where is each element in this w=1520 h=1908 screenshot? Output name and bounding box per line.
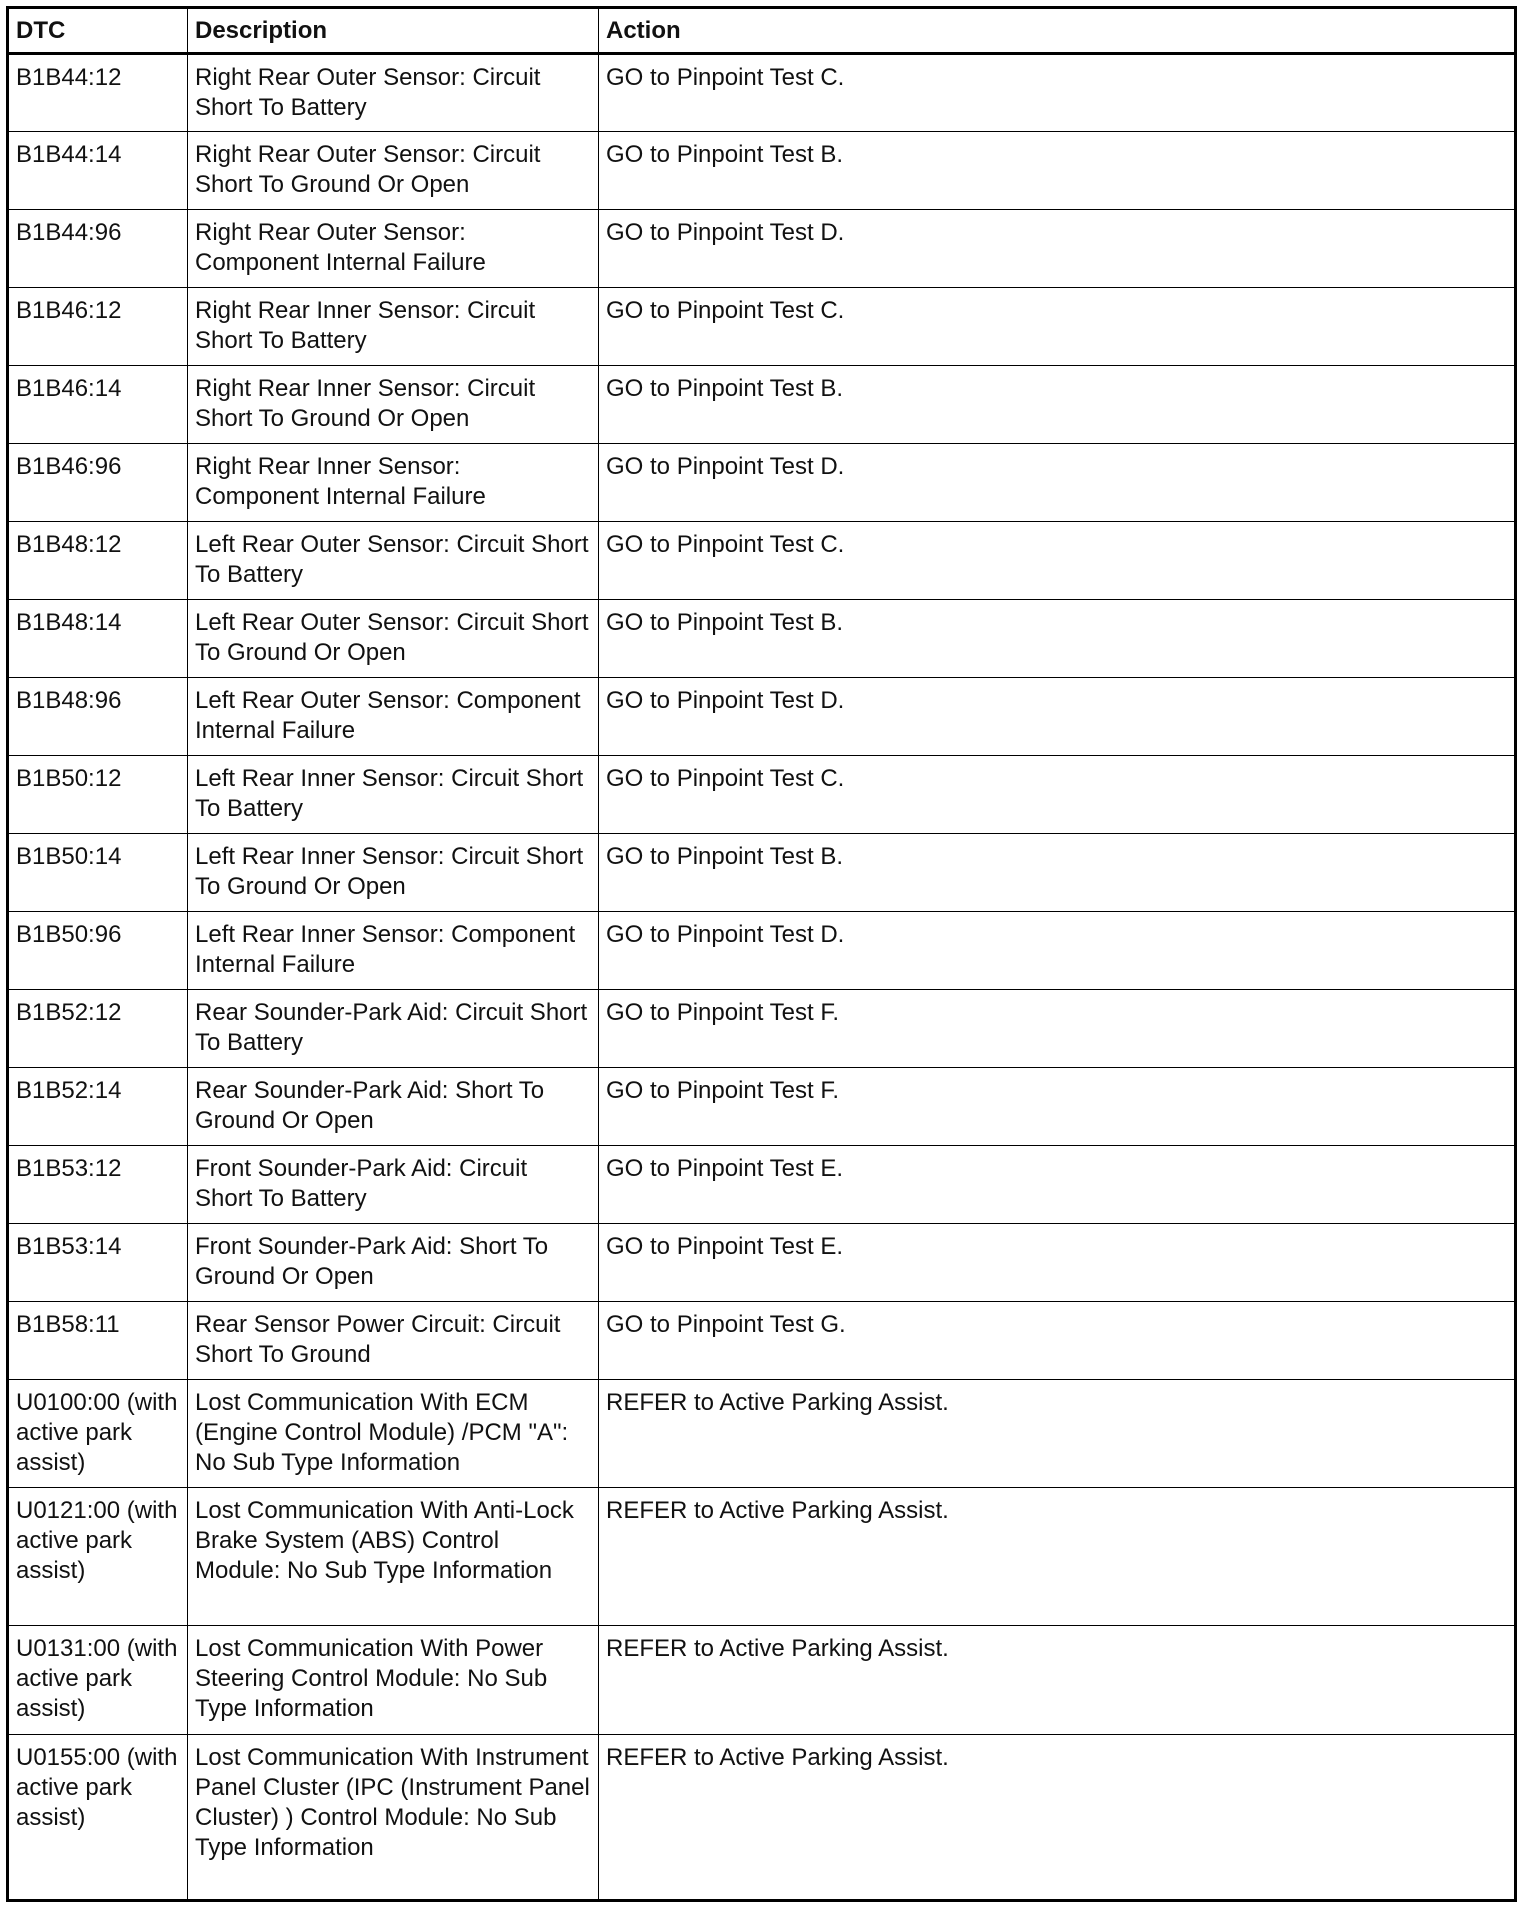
dtc-cell: B1B52:12 [8,990,188,1068]
dtc-cell: B1B46:96 [8,444,188,522]
action-cell: GO to Pinpoint Test F. [599,1068,1516,1146]
dtc-cell: B1B48:14 [8,600,188,678]
description-cell: Rear Sounder-Park Aid: Short To Ground Or Open [188,1068,599,1146]
dtc-cell: B1B58:11 [8,1302,188,1380]
description-cell: Right Rear Inner Sensor: Circuit Short To Ground Or Open [188,366,599,444]
action-cell: GO to Pinpoint Test D. [599,912,1516,990]
action-cell: GO to Pinpoint Test B. [599,600,1516,678]
dtc-cell: B1B44:12 [8,54,188,132]
description-cell: Front Sounder-Park Aid: Short To Ground Or Open [188,1224,599,1302]
action-cell: GO to Pinpoint Test E. [599,1224,1516,1302]
dtc-cell: B1B48:12 [8,522,188,600]
table-row [8,1380,1516,1488]
table-body [8,54,1516,1901]
action-cell: REFER to Active Parking Assist. [599,1380,1516,1488]
action-cell: GO to Pinpoint Test C. [599,522,1516,600]
dtc-cell: B1B53:14 [8,1224,188,1302]
description-cell: Right Rear Outer Sensor: Circuit Short To Battery [188,54,599,132]
dtc-cell: B1B50:12 [8,756,188,834]
table-row [8,288,1516,366]
action-cell: GO to Pinpoint Test C. [599,54,1516,132]
description-cell: Left Rear Outer Sensor: Circuit Short To Battery [188,522,599,600]
description-cell: Lost Communication With Power Steering Control Module: No Sub Type Information [188,1626,599,1735]
action-cell: GO to Pinpoint Test D. [599,444,1516,522]
action-cell: REFER to Active Parking Assist. [599,1488,1516,1626]
action-cell: GO to Pinpoint Test E. [599,1146,1516,1224]
dtc-cell: B1B50:96 [8,912,188,990]
table-row [8,366,1516,444]
action-cell: GO to Pinpoint Test G. [599,1302,1516,1380]
table-row [8,678,1516,756]
action-cell: REFER to Active Parking Assist. [599,1735,1516,1901]
dtc-cell: B1B52:14 [8,1068,188,1146]
action-cell: GO to Pinpoint Test D. [599,210,1516,288]
description-cell: Left Rear Inner Sensor: Circuit Short To Battery [188,756,599,834]
action-cell: GO to Pinpoint Test B. [599,366,1516,444]
description-cell: Right Rear Inner Sensor: Circuit Short To Battery [188,288,599,366]
table-row [8,54,1516,132]
dtc-cell: B1B50:14 [8,834,188,912]
dtc-table [6,6,1517,1902]
action-cell: GO to Pinpoint Test D. [599,678,1516,756]
description-cell: Lost Communication With ECM (Engine Control Module) /PCM "A": No Sub Type Information [188,1380,599,1488]
description-cell: Left Rear Inner Sensor: Component Internal Failure [188,912,599,990]
table-row [8,132,1516,210]
table-row [8,834,1516,912]
description-column-header: Description [188,8,599,54]
dtc-cell: B1B48:96 [8,678,188,756]
description-cell: Left Rear Inner Sensor: Circuit Short To Ground Or Open [188,834,599,912]
table-row [8,522,1516,600]
description-cell: Lost Communication With Anti-Lock Brake System (ABS) Control Module: No Sub Type Information [188,1488,599,1626]
description-cell: Right Rear Inner Sensor: Component Internal Failure [188,444,599,522]
dtc-cell: U0100:00 (with active park assist) [8,1380,188,1488]
dtc-cell: B1B44:14 [8,132,188,210]
description-cell: Rear Sensor Power Circuit: Circuit Short To Ground [188,1302,599,1380]
table-header [8,8,1516,54]
action-cell: GO to Pinpoint Test B. [599,834,1516,912]
dtc-cell: B1B53:12 [8,1146,188,1224]
dtc-cell: B1B46:14 [8,366,188,444]
table-row [8,1735,1516,1901]
description-cell: Rear Sounder-Park Aid: Circuit Short To Battery [188,990,599,1068]
table-row [8,756,1516,834]
table-row [8,1626,1516,1735]
description-cell: Right Rear Outer Sensor: Component Internal Failure [188,210,599,288]
table-row [8,990,1516,1068]
action-column-header: Action [599,8,1516,54]
table-row [8,444,1516,522]
table-row [8,912,1516,990]
action-cell: GO to Pinpoint Test C. [599,288,1516,366]
table-row [8,600,1516,678]
table-row [8,1488,1516,1626]
dtc-cell: U0155:00 (with active park assist) [8,1735,188,1901]
dtc-cell: B1B46:12 [8,288,188,366]
action-cell: REFER to Active Parking Assist. [599,1626,1516,1735]
header-row [8,8,1516,54]
dtc-cell: U0121:00 (with active park assist) [8,1488,188,1626]
action-cell: GO to Pinpoint Test F. [599,990,1516,1068]
table-row [8,1146,1516,1224]
dtc-cell: B1B44:96 [8,210,188,288]
table-row [8,1302,1516,1380]
description-cell: Right Rear Outer Sensor: Circuit Short To Ground Or Open [188,132,599,210]
description-cell: Left Rear Outer Sensor: Component Internal Failure [188,678,599,756]
description-cell: Lost Communication With Instrument Panel Cluster (IPC (Instrument Panel Cluster) ) Control Module: No Sub Type Information [188,1735,599,1901]
action-cell: GO to Pinpoint Test B. [599,132,1516,210]
dtc-cell: U0131:00 (with active park assist) [8,1626,188,1735]
action-cell: GO to Pinpoint Test C. [599,756,1516,834]
description-cell: Left Rear Outer Sensor: Circuit Short To Ground Or Open [188,600,599,678]
table-row [8,1068,1516,1146]
dtc-column-header: DTC [8,8,188,54]
table-row [8,1224,1516,1302]
table-row [8,210,1516,288]
description-cell: Front Sounder-Park Aid: Circuit Short To Battery [188,1146,599,1224]
